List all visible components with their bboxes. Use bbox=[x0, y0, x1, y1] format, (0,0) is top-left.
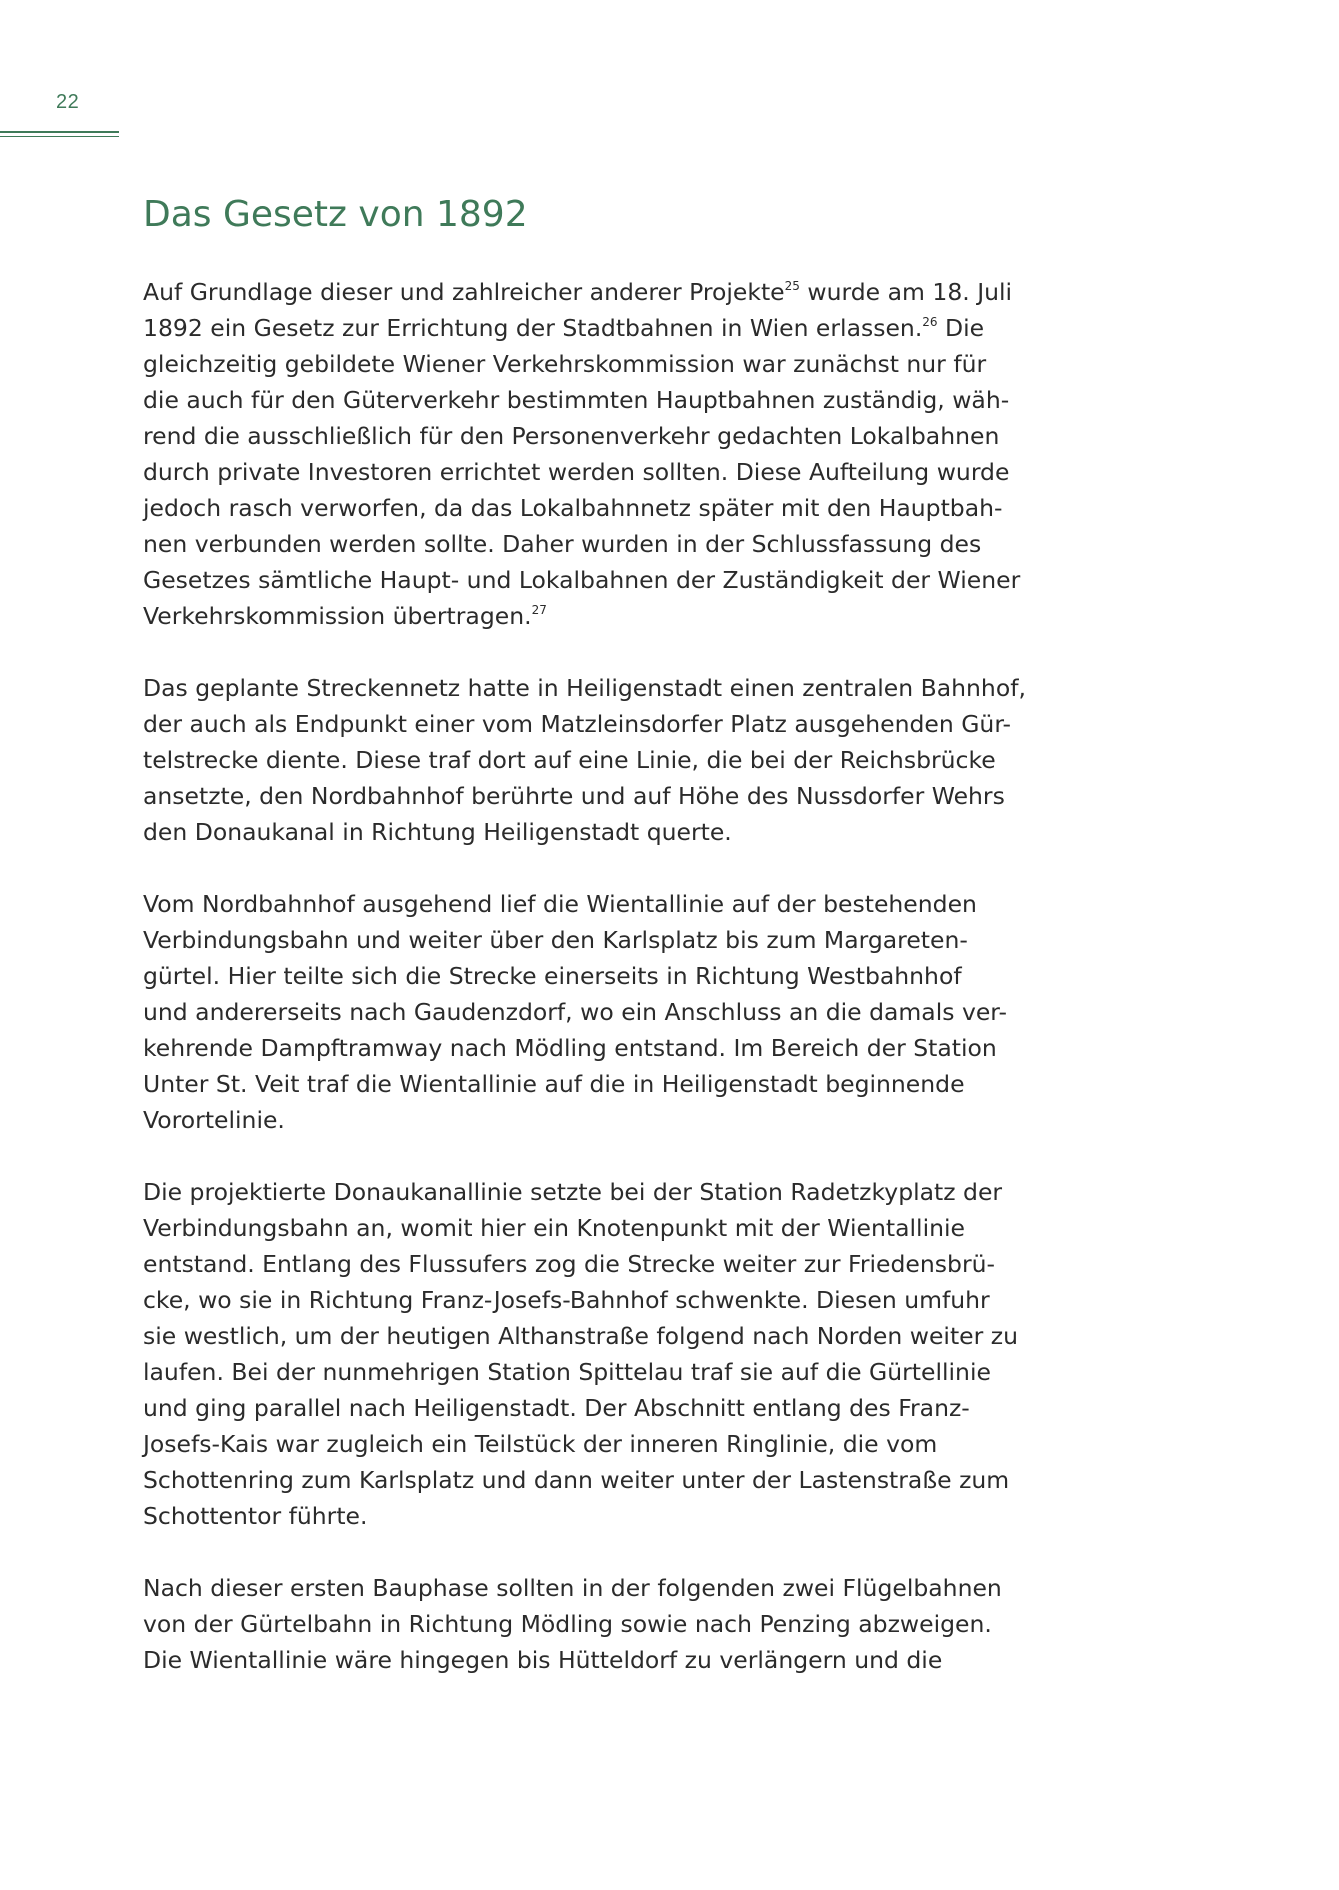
text-segment: Vorortelinie. bbox=[143, 1106, 285, 1134]
text-line bbox=[143, 310, 1043, 346]
text-segment: Auf Grundlage dieser und zahlreicher anderer Projekte bbox=[143, 278, 785, 306]
text-line bbox=[143, 1102, 1043, 1138]
text-line bbox=[143, 1030, 1043, 1066]
paragraph bbox=[143, 670, 1043, 850]
text-segment: rend die ausschließlich für den Personenverkehr gedachten Lokalbahnen bbox=[143, 422, 1000, 450]
text-line bbox=[143, 346, 1043, 382]
text-segment: Schottenring zum Karlsplatz und dann weiter unter der Lastenstraße zum bbox=[143, 1466, 1010, 1494]
text-segment: und andererseits nach Gaudenzdorf, wo ein Anschluss an die damals ver- bbox=[143, 998, 1007, 1026]
header-rule-thin bbox=[0, 136, 119, 137]
text-line bbox=[143, 526, 1043, 562]
text-segment: Schottentor führte. bbox=[143, 1502, 368, 1530]
text-segment: den Donaukanal in Richtung Heiligenstadt querte. bbox=[143, 818, 732, 846]
text-segment: sie westlich, um der heutigen Althanstraße folgend nach Norden weiter zu bbox=[143, 1322, 1018, 1350]
page-number: 22 bbox=[56, 91, 80, 113]
text-line bbox=[143, 1066, 1043, 1102]
text-line bbox=[143, 454, 1043, 490]
text-line bbox=[143, 274, 1043, 310]
text-segment: laufen. Bei der nunmehrigen Station Spittelau traf sie auf die Gürtellinie bbox=[143, 1358, 991, 1386]
text-segment: nen verbunden werden sollte. Daher wurden in der Schlussfassung des bbox=[143, 530, 982, 558]
text-segment: Unter St. Veit traf die Wientallinie auf die in Heiligenstadt beginnende bbox=[143, 1070, 965, 1098]
text-line bbox=[143, 886, 1043, 922]
text-line bbox=[143, 1642, 1043, 1678]
text-segment: Die Wientallinie wäre hingegen bis Hütteldorf zu verlängern und die bbox=[143, 1646, 943, 1674]
text-line bbox=[143, 598, 1043, 634]
text-line bbox=[143, 814, 1043, 850]
text-line bbox=[143, 1282, 1043, 1318]
text-line bbox=[143, 706, 1043, 742]
text-line bbox=[143, 1498, 1043, 1534]
text-segment: jedoch rasch verworfen, da das Lokalbahnnetz später mit den Hauptbah- bbox=[143, 494, 1003, 522]
text-line bbox=[143, 922, 1043, 958]
text-line bbox=[143, 958, 1043, 994]
footnote-marker: 27 bbox=[531, 603, 547, 617]
text-segment: Die bbox=[937, 314, 985, 342]
text-line bbox=[143, 382, 1043, 418]
text-segment: cke, wo sie in Richtung Franz-Josefs-Bahnhof schwenkte. Diesen umfuhr bbox=[143, 1286, 990, 1314]
text-line bbox=[143, 1354, 1043, 1390]
section-heading: Das Gesetz von 1892 bbox=[143, 194, 528, 235]
text-line bbox=[143, 562, 1043, 598]
text-segment: Das geplante Streckennetz hatte in Heiligenstadt einen zentralen Bahnhof, bbox=[143, 674, 1026, 702]
text-line bbox=[143, 1174, 1043, 1210]
paragraph bbox=[143, 886, 1043, 1138]
text-line bbox=[143, 1246, 1043, 1282]
text-line bbox=[143, 1210, 1043, 1246]
main-content bbox=[143, 190, 1043, 1714]
text-segment: Nach dieser ersten Bauphase sollten in der folgenden zwei Flügelbahnen bbox=[143, 1574, 1002, 1602]
text-segment: Josefs-Kais war zugleich ein Teilstück der inneren Ringlinie, die vom bbox=[143, 1430, 938, 1458]
text-line bbox=[143, 1318, 1043, 1354]
text-line bbox=[143, 418, 1043, 454]
text-line bbox=[143, 670, 1043, 706]
text-line bbox=[143, 490, 1043, 526]
text-segment: gleichzeitig gebildete Wiener Verkehrskommission war zunächst nur für bbox=[143, 350, 987, 378]
footnote-marker: 26 bbox=[922, 315, 938, 329]
paragraph bbox=[143, 1174, 1043, 1534]
text-segment: der auch als Endpunkt einer vom Matzleinsdorfer Platz ausgehenden Gür- bbox=[143, 710, 1011, 738]
text-segment: entstand. Entlang des Flussufers zog die Strecke weiter zur Friedensbrü- bbox=[143, 1250, 995, 1278]
header-rule-thick bbox=[0, 131, 119, 133]
text-segment: 1892 ein Gesetz zur Errichtung der Stadtbahnen in Wien erlassen. bbox=[143, 314, 923, 342]
body-text bbox=[143, 274, 1043, 1678]
paragraph bbox=[143, 274, 1043, 634]
text-line bbox=[143, 1426, 1043, 1462]
text-segment: kehrende Dampftramway nach Mödling entstand. Im Bereich der Station bbox=[143, 1034, 997, 1062]
text-segment: Verkehrskommission übertragen. bbox=[143, 602, 532, 630]
text-segment: ansetzte, den Nordbahnhof berührte und auf Höhe des Nussdorfer Wehrs bbox=[143, 782, 1005, 810]
text-segment: Verbindungsbahn und weiter über den Karlsplatz bis zum Margareten- bbox=[143, 926, 968, 954]
text-segment: telstrecke diente. Diese traf dort auf eine Linie, die bei der Reichsbrücke bbox=[143, 746, 996, 774]
text-segment: von der Gürtelbahn in Richtung Mödling sowie nach Penzing abzweigen. bbox=[143, 1610, 992, 1638]
text-line bbox=[143, 994, 1043, 1030]
text-segment: Vom Nordbahnhof ausgehend lief die Wientallinie auf der bestehenden bbox=[143, 890, 977, 918]
text-segment: Gesetzes sämtliche Haupt- und Lokalbahnen der Zuständigkeit der Wiener bbox=[143, 566, 1021, 594]
text-segment: gürtel. Hier teilte sich die Strecke einerseits in Richtung Westbahnhof bbox=[143, 962, 962, 990]
text-line bbox=[143, 1390, 1043, 1426]
text-segment: Verbindungsbahn an, womit hier ein Knotenpunkt mit der Wientallinie bbox=[143, 1214, 965, 1242]
text-segment: die auch für den Güterverkehr bestimmten Hauptbahnen zuständig, wäh- bbox=[143, 386, 1010, 414]
text-segment: wurde am 18. Juli bbox=[799, 278, 1013, 306]
paragraph bbox=[143, 1570, 1043, 1678]
text-segment: durch private Investoren errichtet werden sollten. Diese Aufteilung wurde bbox=[143, 458, 1010, 486]
text-segment: und ging parallel nach Heiligenstadt. Der Abschnitt entlang des Franz- bbox=[143, 1394, 970, 1422]
footnote-marker: 25 bbox=[784, 279, 800, 293]
text-line bbox=[143, 1570, 1043, 1606]
text-segment: Die projektierte Donaukanallinie setzte bei der Station Radetzkyplatz der bbox=[143, 1178, 1003, 1206]
text-line bbox=[143, 1606, 1043, 1642]
text-line bbox=[143, 742, 1043, 778]
text-line bbox=[143, 1462, 1043, 1498]
text-line bbox=[143, 778, 1043, 814]
